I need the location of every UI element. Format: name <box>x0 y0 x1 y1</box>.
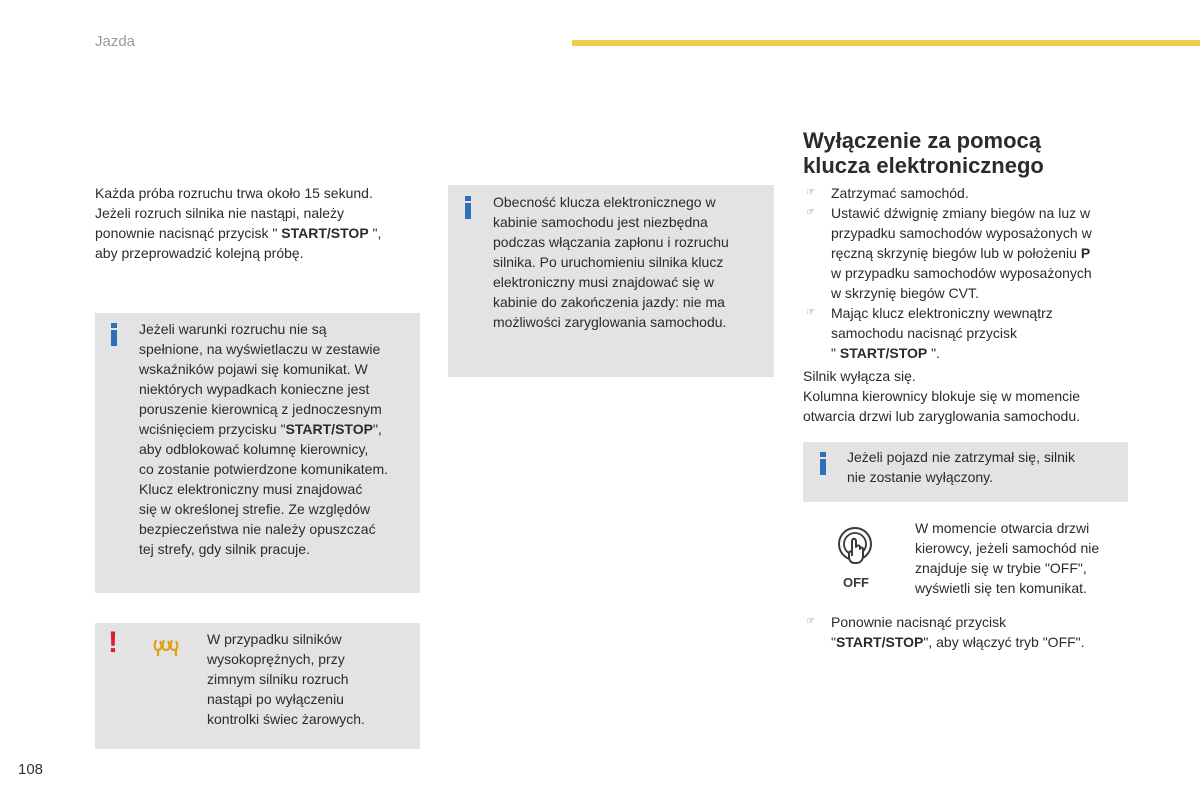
text-line: Każda próba rozruchu trwa około 15 sekund. <box>95 185 373 201</box>
text-line: Mając klucz elektroniczny wewnątrz <box>831 305 1053 321</box>
text-line: poruszenie kierownicą z jednoczesnym <box>139 401 382 417</box>
section-header: Jazda <box>95 33 136 50</box>
text-line: podczas włączania zapłonu i rozruchu <box>493 234 729 250</box>
text-span: wciśnięciem przycisku " <box>139 421 286 437</box>
start-attempt-paragraph <box>95 183 425 263</box>
page-number: 108 <box>18 761 44 778</box>
off-mode-icon <box>836 526 876 588</box>
finger-press-icon <box>836 526 876 570</box>
text-line <box>95 223 425 243</box>
list-item <box>803 303 1133 363</box>
pointing-hand-icon: ☞ <box>806 187 815 198</box>
text-span: ", <box>372 421 382 437</box>
start-stop-label: START/STOP <box>835 634 924 650</box>
start-stop-label: START/STOP <box>285 421 373 437</box>
text-span: ", <box>368 225 382 241</box>
text-line: W momencie otwarcia drzwi <box>915 520 1090 536</box>
section-title <box>803 128 1133 178</box>
text-line: Klucz elektroniczny musi znajdować <box>139 481 363 497</box>
text-line: przypadku samochodów wyposażonych w <box>831 225 1092 241</box>
text-line: bezpieczeństwa nie należy opuszczać <box>139 521 376 537</box>
info-box-text <box>847 447 1125 487</box>
text-line: Jeżeli rozruch silnika nie nastąpi, należy <box>95 205 345 221</box>
text-span: " <box>831 634 836 650</box>
glow-plug-icon <box>152 636 184 658</box>
text-span: ponownie nacisnąć przycisk " <box>95 225 282 241</box>
pointing-hand-icon: ☞ <box>806 207 815 218</box>
info-box-text <box>493 192 771 332</box>
text-line: Obecność klucza elektronicznego w <box>493 194 716 210</box>
text-line: znajduje się w trybie "OFF", <box>915 560 1087 576</box>
warning-box-text <box>207 629 417 729</box>
text-line: otwarcia drzwi lub zaryglowania samochodu. <box>803 408 1081 424</box>
text-line: Ustawić dźwignię zmiany biegów na luz w <box>831 205 1091 221</box>
text-line: nastąpi po wyłączeniu <box>207 691 344 707</box>
text-line: aby odblokować kolumnę kierownicy, <box>139 441 369 457</box>
info-icon <box>109 323 119 346</box>
text-line: Kolumna kierownicy blokuje się w momencie <box>803 388 1081 404</box>
text-line: kabinie do zakończenia jazdy: nie ma <box>493 294 725 310</box>
text-line: samochodu nacisnąć przycisk <box>831 325 1017 341</box>
text-line <box>831 243 1133 263</box>
text-span: ". <box>927 345 940 361</box>
info-icon <box>818 452 828 475</box>
text-line <box>831 632 1133 652</box>
start-stop-label: START/STOP <box>839 345 928 361</box>
text-line: Ponownie nacisnąć przycisk <box>831 614 1007 630</box>
info-icon <box>463 196 473 219</box>
text-line: silnika. Po uruchomieniu silnika klucz <box>493 254 724 270</box>
warning-icon: ! <box>108 626 118 659</box>
procedure-list-final <box>803 612 1133 652</box>
text-line: Silnik wyłącza się. <box>803 368 916 384</box>
text-line: zimnym silniku rozruch <box>207 671 349 687</box>
result-text <box>803 366 1133 426</box>
text-line: aby przeprowadzić kolejną próbę. <box>95 245 304 261</box>
list-item <box>803 203 1133 303</box>
text-span: ", aby włączyć tryb "OFF". <box>923 634 1085 650</box>
text-line: wskaźników pojawi się komunikat. W <box>139 361 368 377</box>
text-line: co zostanie potwierdzone komunikatem. <box>139 461 389 477</box>
text-line: kabinie samochodu jest niezbędna <box>493 214 708 230</box>
start-stop-label: START/STOP <box>281 225 369 241</box>
text-line: nie zostanie wyłączony. <box>847 469 994 485</box>
text-line: w skrzynię biegów CVT. <box>831 285 979 301</box>
text-line <box>139 419 419 439</box>
text-line: kierowcy, jeżeli samochód nie <box>915 540 1100 556</box>
off-label: OFF <box>843 575 869 590</box>
text-line: spełnione, na wyświetlaczu w zestawie <box>139 341 381 357</box>
list-item <box>803 183 1133 203</box>
text-line: Jeżeli pojazd nie zatrzymał się, silnik <box>847 449 1075 465</box>
list-item <box>803 612 1133 652</box>
pointing-hand-icon: ☞ <box>806 307 815 318</box>
text-line <box>831 343 1133 363</box>
title-line: Wyłączenie za pomocą <box>803 128 1042 153</box>
procedure-list <box>803 183 1133 363</box>
text-line: wyświetli się ten komunikat. <box>915 580 1087 596</box>
text-line: wysokoprężnych, przy <box>207 651 345 667</box>
text-line: w przypadku samochodów wyposażonych <box>831 265 1092 281</box>
header-accent-bar <box>572 40 1200 46</box>
off-message-text <box>915 518 1130 598</box>
info-box-text <box>139 319 419 559</box>
text-line: kontrolki świec żarowych. <box>207 711 365 727</box>
pointing-hand-icon: ☞ <box>806 616 815 627</box>
text-line: W przypadku silników <box>207 631 342 647</box>
gear-position-label: P <box>1080 245 1091 261</box>
title-line: klucza elektronicznego <box>803 153 1044 178</box>
text-line: niektórych wypadkach konieczne jest <box>139 381 370 397</box>
text-span: " <box>831 345 840 361</box>
text-line: Jeżeli warunki rozruchu nie są <box>139 321 327 337</box>
text-line: się w określonej strefie. Ze względów <box>139 501 371 517</box>
text-line: możliwości zaryglowania samochodu. <box>493 314 727 330</box>
text-line: elektroniczny musi znajdować się w <box>493 274 714 290</box>
text-line: Zatrzymać samochód. <box>831 185 969 201</box>
text-line: tej strefy, gdy silnik pracuje. <box>139 541 310 557</box>
text-span: ręczną skrzynię biegów lub w położeniu <box>831 245 1081 261</box>
